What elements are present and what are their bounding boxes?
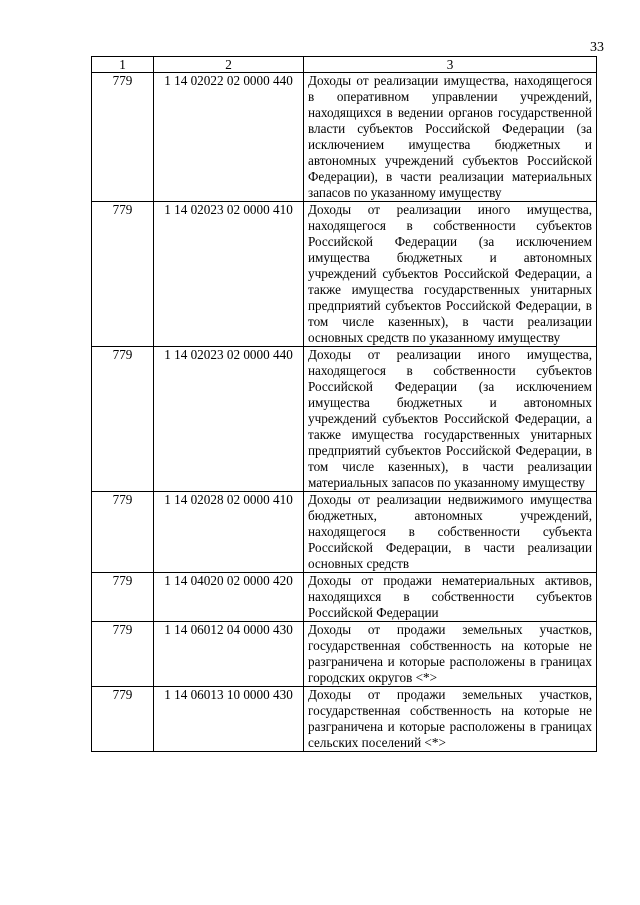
admin-code-cell: 779 — [92, 202, 154, 347]
revenue-code-cell: 1 14 02023 02 0000 440 — [154, 347, 304, 492]
table-row — [92, 347, 597, 492]
table-row — [92, 622, 597, 687]
description-cell: Доходы от реализации иного имущества, находящегося в собственности субъектов Российской Федерации (за исключением имущества бюджетных и автономных учреждений субъектов Российской Федерации, а также имущества государственных унитарных предприятий субъектов Российской Федерации, в том числе казенных), в части реализации материальных запасов по указанному имуществу — [304, 347, 597, 492]
column-header-2: 2 — [154, 57, 304, 73]
admin-code-cell: 779 — [92, 492, 154, 573]
revenue-code-cell: 1 14 06013 10 0000 430 — [154, 687, 304, 752]
admin-code-cell: 779 — [92, 622, 154, 687]
revenue-code-cell: 1 14 06012 04 0000 430 — [154, 622, 304, 687]
description-cell: Доходы от продажи земельных участков, государственная собственность на которые не разграничена и которые расположены в границах городских округов <*> — [304, 622, 597, 687]
revenue-code-cell: 1 14 04020 02 0000 420 — [154, 573, 304, 622]
revenue-code-cell: 1 14 02028 02 0000 410 — [154, 492, 304, 573]
description-cell: Доходы от реализации недвижимого имущества бюджетных, автономных учреждений, находящегося в собственности субъекта Российской Федерации, в части реализации основных средств — [304, 492, 597, 573]
table-row — [92, 687, 597, 752]
revenue-code-cell: 1 14 02022 02 0000 440 — [154, 73, 304, 202]
table-row — [92, 73, 597, 202]
column-header-1: 1 — [92, 57, 154, 73]
table-header-row — [92, 57, 597, 73]
table-row — [92, 573, 597, 622]
admin-code-cell: 779 — [92, 73, 154, 202]
column-header-3: 3 — [304, 57, 597, 73]
description-cell: Доходы от продажи нематериальных активов, находящихся в собственности субъектов Российской Федерации — [304, 573, 597, 622]
admin-code-cell: 779 — [92, 573, 154, 622]
revenue-codes-table — [91, 56, 597, 752]
page-number: 33 — [590, 40, 604, 55]
admin-code-cell: 779 — [92, 687, 154, 752]
description-cell: Доходы от продажи земельных участков, государственная собственность на которые не разграничена и которые расположены в границах сельских поселений <*> — [304, 687, 597, 752]
description-cell: Доходы от реализации имущества, находящегося в оперативном управлении учреждений, находящихся в ведении органов государственной власти субъектов Российской Федерации (за исключением имущества бюджетных и автономных учреждений субъектов Российской Федерации), в части реализации материальных запасов по указанному имуществу — [304, 73, 597, 202]
description-cell: Доходы от реализации иного имущества, находящегося в собственности субъектов Российской Федерации (за исключением имущества бюджетных и автономных учреждений субъектов Российской Федерации, а также имущества государственных унитарных предприятий субъектов Российской Федерации, в том числе казенных), в части реализации основных средств по указанному имуществу — [304, 202, 597, 347]
admin-code-cell: 779 — [92, 347, 154, 492]
revenue-code-cell: 1 14 02023 02 0000 410 — [154, 202, 304, 347]
table-row — [92, 492, 597, 573]
table-row — [92, 202, 597, 347]
